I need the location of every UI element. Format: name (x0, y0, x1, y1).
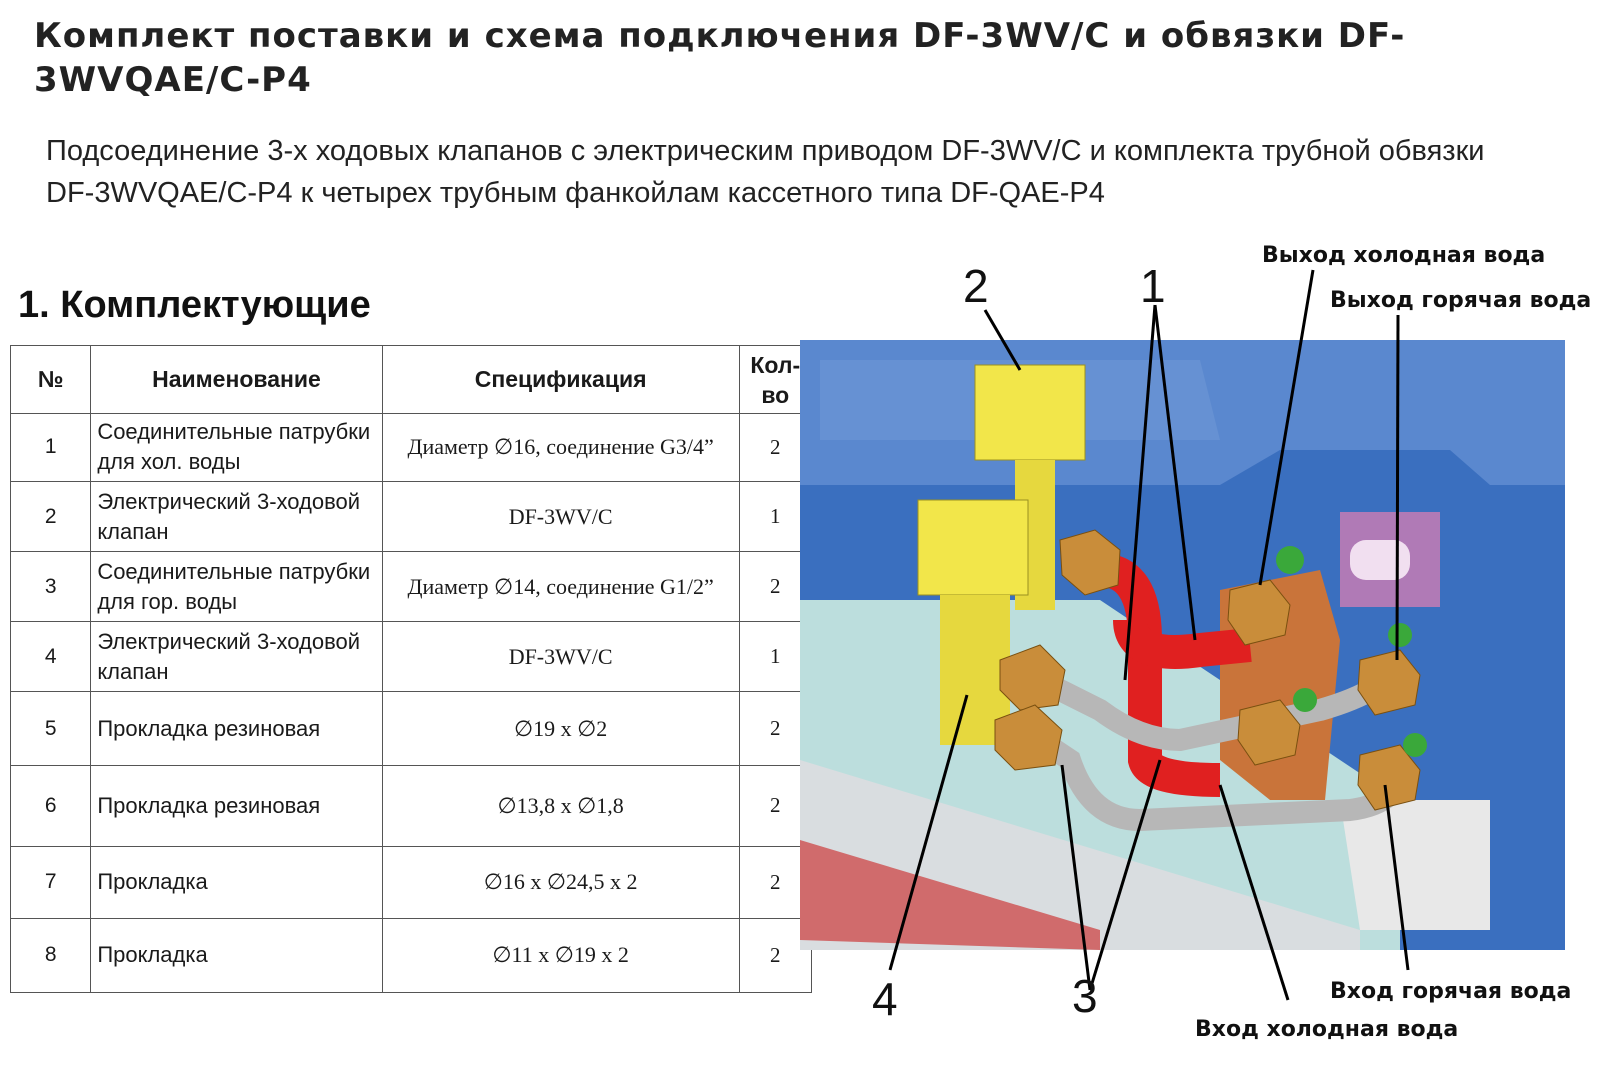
row-name: Соединительные патрубки для хол. воды (91, 414, 382, 482)
header-number: № (11, 346, 91, 414)
row-number: 7 (11, 846, 91, 918)
row-number: 3 (11, 552, 91, 622)
page-title: Комплект поставки и схема подключения DF-3WV/C и обвязки DF-3WVQAE/C-P4 (34, 16, 1406, 100)
row-spec: ∅11 x ∅19 x 2 (382, 918, 739, 992)
callout-2: 2 (963, 260, 989, 312)
row-qty: 1 (739, 622, 811, 692)
header-spec: Спецификация (382, 346, 739, 414)
row-name: Соединительные патрубки для гор. воды (91, 552, 382, 622)
green-cap-1 (1276, 546, 1304, 574)
row-qty: 2 (739, 692, 811, 766)
table-row (11, 692, 812, 766)
table-row (11, 918, 812, 992)
label-hot-out: Выход горячая вода (1330, 288, 1592, 313)
row-qty: 1 (739, 481, 811, 551)
table-row (11, 414, 812, 482)
row-name: Прокладка (91, 918, 382, 992)
row-qty: 2 (739, 766, 811, 846)
leader-hot-out (1397, 315, 1398, 660)
row-name: Прокладка резиновая (91, 766, 382, 846)
row-number: 2 (11, 481, 91, 551)
row-spec: ∅13,8 x ∅1,8 (382, 766, 739, 846)
green-cap-3 (1293, 688, 1317, 712)
section-title: 1. Комплектующие (18, 284, 371, 326)
table-row (11, 846, 812, 918)
table-row (11, 481, 812, 551)
table-body (11, 414, 812, 993)
row-qty: 2 (739, 846, 811, 918)
table-row (11, 552, 812, 622)
callout-1: 1 (1140, 260, 1166, 312)
row-name: Электрический 3-ходовой клапан (91, 481, 382, 551)
components-table (10, 345, 812, 993)
header-qty: Кол-во (739, 346, 811, 414)
green-cap-2 (1388, 623, 1412, 647)
row-qty: 2 (739, 414, 811, 482)
row-number: 6 (11, 766, 91, 846)
callout-3: 3 (1072, 970, 1098, 1022)
row-spec: DF-3WV/C (382, 622, 739, 692)
page-subtitle: Подсоединение 3-х ходовых клапанов с электрическим приводом DF-3WV/C и комплекта трубной обвязки DF-3WVQAE/C-P4 к четырех трубным фанкойлам кассетного типа DF-QAE-P4 (46, 135, 1485, 209)
valve-2-actuator (975, 365, 1085, 460)
row-qty: 2 (739, 552, 811, 622)
row-name: Прокладка (91, 846, 382, 918)
green-cap-4 (1403, 733, 1427, 757)
header-name: Наименование (91, 346, 382, 414)
label-cold-out: Выход холодная вода (1262, 243, 1546, 268)
bracket (1340, 800, 1490, 930)
callout-4: 4 (872, 973, 898, 1025)
diagram-svg (800, 240, 1610, 1080)
valve-4-actuator (918, 500, 1028, 595)
row-number: 4 (11, 622, 91, 692)
row-spec: ∅16 x ∅24,5 x 2 (382, 846, 739, 918)
row-name: Электрический 3-ходовой клапан (91, 622, 382, 692)
table-row (11, 766, 812, 846)
table-header-row (11, 346, 812, 414)
row-name: Прокладка резиновая (91, 692, 382, 766)
row-number: 1 (11, 414, 91, 482)
row-number: 8 (11, 918, 91, 992)
label-cold-in: Вход холодная вода (1195, 1017, 1459, 1042)
connection-diagram (800, 240, 1610, 1080)
row-spec: ∅19 x ∅2 (382, 692, 739, 766)
row-spec: Диаметр ∅16, соединение G3/4” (382, 414, 739, 482)
label-hot-in: Вход горячая вода (1330, 979, 1572, 1004)
row-spec: DF-3WV/C (382, 481, 739, 551)
row-qty: 2 (739, 918, 811, 992)
row-spec: Диаметр ∅14, соединение G1/2” (382, 552, 739, 622)
table-row (11, 622, 812, 692)
row-number: 5 (11, 692, 91, 766)
drain-fitting (1350, 540, 1410, 580)
